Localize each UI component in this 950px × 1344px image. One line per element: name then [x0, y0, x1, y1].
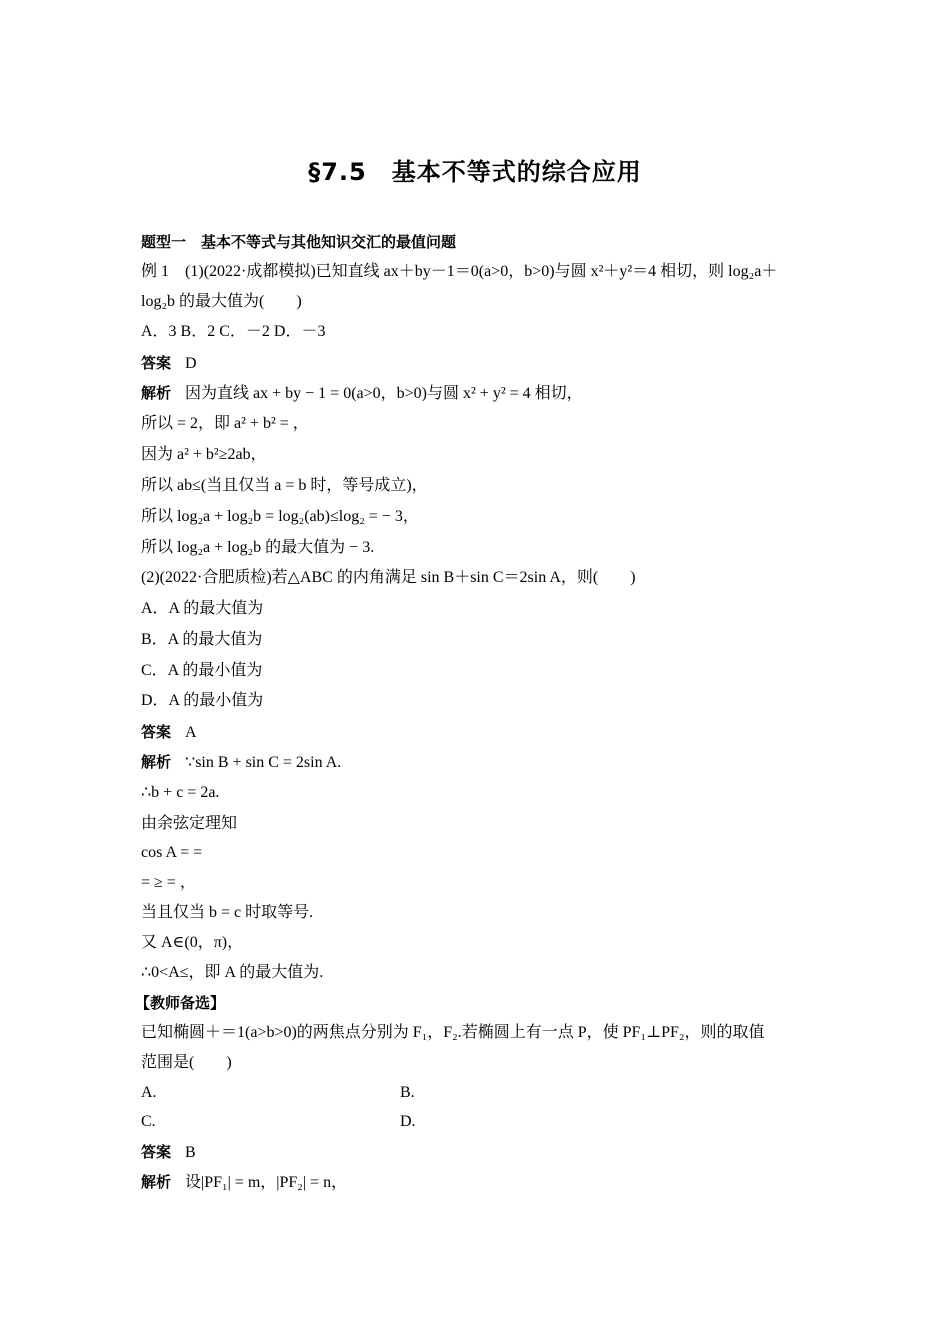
ex1-q1-analysis-1 [141, 383, 583, 404]
ex1-q1-analysis-2: 所以 = 2，即 a² + b² = ， [141, 415, 309, 432]
page-title: §7.5 基本不等式的综合应用 [308, 158, 642, 186]
analysis-label: 解析 [141, 753, 172, 771]
ex1-q1-options: A．3 B．2 C．－2 D．－3 [141, 323, 326, 340]
teacher-line2: 范围是( ) [141, 1054, 232, 1071]
analysis-text: ∵sin B + sin C = 2sin A. [185, 754, 342, 771]
ex1-q2-option-c: C．A 的最小值为 [141, 662, 263, 679]
analysis-text: 设|PF₁| = m，|PF₂| = n， [185, 1174, 348, 1191]
section-heading: 题型一 基本不等式与其他知识交汇的最值问题 [141, 233, 457, 251]
ex1-q1-analysis-3: 因为 a² + b²≥2ab， [141, 446, 267, 463]
example-label: 例 1 [141, 263, 170, 280]
ex1-q2-line1: (2)(2022·合肥质检)若△ABC 的内角满足 sin B＋sin C＝2sin A，则( ) [141, 569, 636, 586]
analysis-text: 因为直线 ax + by − 1 = 0(a>0，b>0)与圆 x² + y² = 4 相切， [185, 385, 583, 402]
teacher-answer [141, 1142, 196, 1163]
teacher-option-b: B. [400, 1084, 415, 1101]
q1-text-1: (1)(2022·成都模拟)已知直线 ax＋by－1＝0(a>0，b>0)与圆 x²＋y²＝4 相切，则 log₂a＋ [185, 263, 778, 280]
answer-value: D [185, 355, 197, 372]
ex1-q2-analysis-4: cos A = = [141, 844, 203, 861]
ex1-q2-analysis-7: 又 A∈(0，π)， [141, 934, 244, 951]
teacher-heading: 【教师备选】 [135, 994, 226, 1012]
ex1-q2-analysis-6: 当且仅当 b = c 时取等号. [141, 904, 314, 921]
ex1-q1-analysis-6: 所以 log₂a + log₂b 的最大值为 − 3. [141, 539, 375, 556]
ex1-q2-option-a: A．A 的最大值为 [141, 600, 264, 617]
ex1-q2-option-d: D．A 的最小值为 [141, 692, 264, 709]
answer-value: A [185, 724, 197, 741]
analysis-label: 解析 [141, 384, 172, 402]
answer-label: 答案 [141, 723, 172, 741]
ex1-q2-analysis-1 [141, 752, 341, 773]
answer-value: B [185, 1144, 196, 1161]
ex1-q1-analysis-4: 所以 ab≤(当且仅当 a = b 时，等号成立)， [141, 477, 428, 494]
ex1-q2-analysis-8: ∴0<A≤，即 A 的最大值为. [141, 964, 324, 981]
answer-label: 答案 [141, 354, 172, 372]
ex1-q2-analysis-3: 由余弦定理知 [141, 815, 238, 832]
teacher-line1: 已知椭圆＋＝1(a>b>0)的两焦点分别为 F₁，F₂.若椭圆上有一点 P，使 PF₁⊥PF₂，则的取值 [141, 1024, 765, 1041]
teacher-option-a: A. [141, 1084, 157, 1101]
ex1-q2-option-b: B．A 的最大值为 [141, 631, 263, 648]
teacher-option-d: D. [400, 1113, 416, 1130]
ex1-q2-answer [141, 722, 197, 743]
ex1-q1-analysis-5: 所以 log₂a + log₂b = log₂(ab)≤log₂ = − 3， [141, 508, 419, 525]
ex1-q1-line2: log₂b 的最大值为( ) [141, 293, 302, 310]
ex1-q1-answer [141, 353, 197, 374]
ex1-q2-analysis-2: ∴b + c = 2a. [141, 784, 220, 801]
teacher-option-c: C. [141, 1113, 156, 1130]
ex1-q1-line1 [141, 262, 777, 282]
answer-label: 答案 [141, 1143, 172, 1161]
teacher-analysis-1 [141, 1172, 347, 1193]
ex1-q2-analysis-5: = ≥ = ， [141, 874, 196, 891]
analysis-label: 解析 [141, 1173, 172, 1191]
